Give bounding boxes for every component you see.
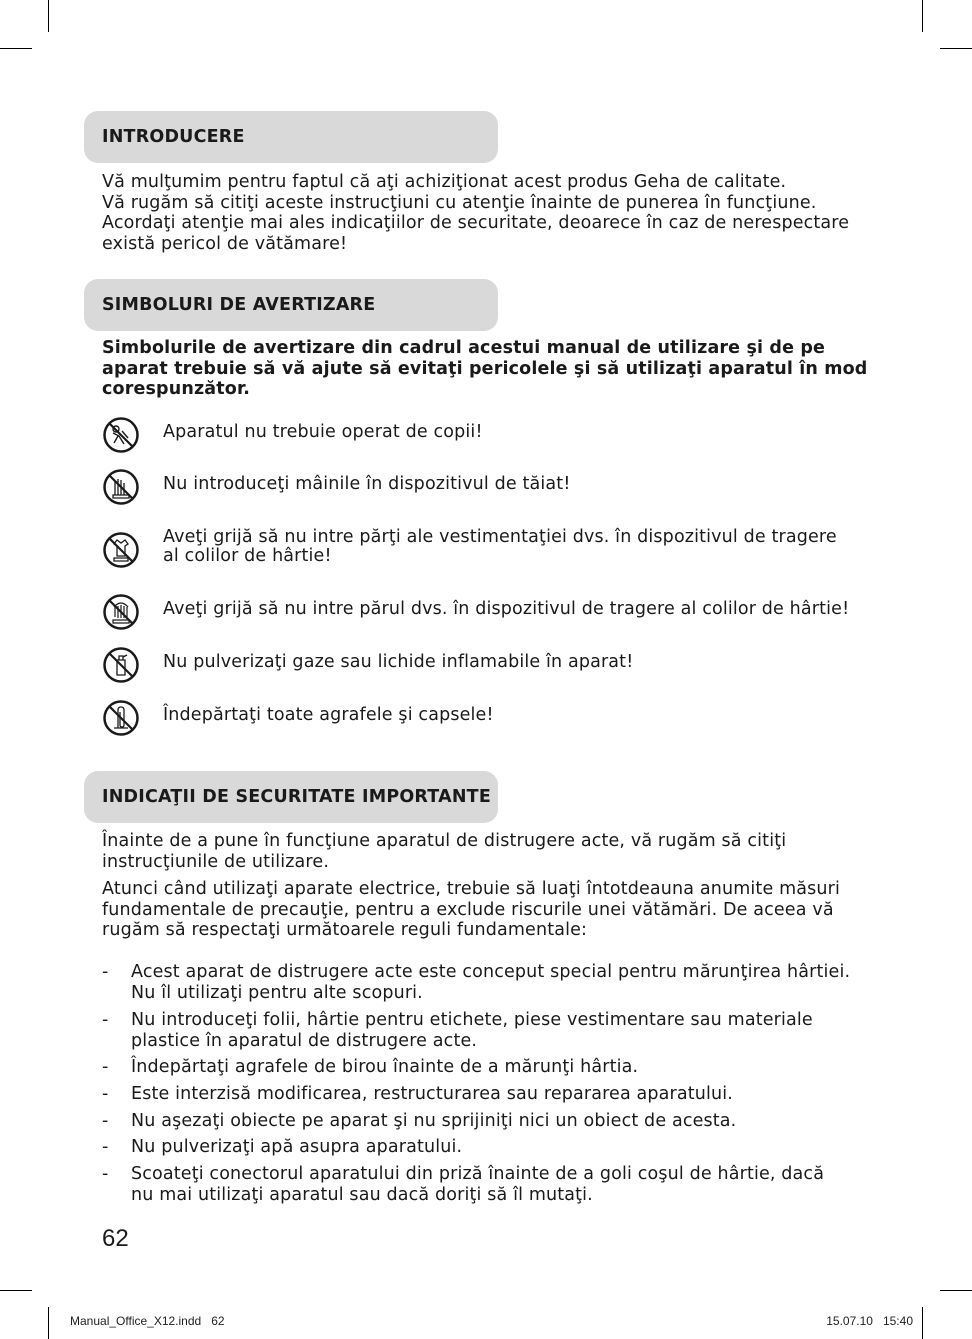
text-line: Acest aparat de distrugere acte este conceput special pentru mărunţirea hârtiei.	[131, 962, 851, 982]
text-line: plastice în aparatul de distrugere acte.	[131, 1030, 478, 1051]
section-title: SIMBOLURI DE AVERTIZARE	[102, 295, 376, 315]
text-line: instrucţiunile de utilizare.	[102, 851, 330, 872]
warning-symbol-row	[102, 468, 872, 508]
crop-mark	[940, 1290, 972, 1291]
text-line: Scoateţi conectorul aparatului din priză înainte de a goli coşul de hârtie, dacă	[131, 1164, 825, 1184]
crop-mark	[922, 1307, 923, 1339]
text-line: al colilor de hârtie!	[163, 546, 332, 566]
text-line: Nu introduceţi folii, hârtie pentru etichete, piese vestimentare sau materiale	[131, 1010, 813, 1030]
text-line: Aparatul nu trebuie operat de copii!	[163, 422, 483, 442]
safety-paragraph-1	[102, 831, 872, 872]
no-clothing-icon	[102, 531, 140, 569]
text-line: Aveţi grijă să nu intre părţi ale vestimentaţiei dvs. în dispozitivul de tragere	[163, 527, 837, 547]
warning-symbol-row	[102, 646, 872, 686]
text-line: Nu aşezaţi obiecte pe aparat şi nu sprijiniţi nici un obiect de acesta.	[131, 1111, 737, 1131]
section-title: INDICAŢII DE SECURITATE IMPORTANTE	[102, 787, 491, 807]
symbol-text	[163, 600, 863, 619]
crop-mark	[0, 48, 32, 49]
safety-paragraph-2	[102, 879, 872, 941]
text-line: Acordaţi atenţie mai ales indicaţiilor de securitate, deoarece în caz de nerespectare	[102, 213, 850, 233]
symbol-text	[163, 706, 863, 725]
warnings-intro	[102, 338, 872, 400]
symbol-text	[163, 423, 863, 442]
crop-mark	[0, 1290, 32, 1291]
crop-mark	[48, 0, 49, 32]
bullet-marker: -	[102, 1137, 109, 1157]
text-line: corespunzător.	[102, 379, 251, 399]
no-hair-icon	[102, 593, 140, 631]
text-line: există pericol de vătămare!	[102, 233, 348, 254]
intro-paragraph	[102, 172, 872, 254]
text-line: Este interzisă modificarea, restructurarea sau repararea aparatului.	[131, 1084, 734, 1104]
no-hands-icon	[102, 468, 140, 506]
text-line: Vă mulţumim pentru faptul că aţi achiziţionat acest produs Geha de calitate.	[102, 172, 787, 192]
text-line: fundamentale de precauţie, pentru a exclude riscurile unei vătămări. De aceea vă	[102, 899, 834, 920]
symbol-text	[163, 528, 863, 566]
warning-symbol-row	[102, 527, 872, 571]
text-line: Înainte de a pune în funcţiune aparatul de distrugere acte, vă rugăm să citiţi	[102, 831, 787, 851]
timestamp-slug: 15.07.10 15:40	[826, 1314, 913, 1328]
crop-mark	[940, 48, 972, 49]
no-children-icon	[102, 416, 140, 454]
text-line: Nu introduceţi mâinile în dispozitivul de tăiat!	[163, 474, 571, 494]
no-spray-icon	[102, 646, 140, 684]
crop-mark	[922, 0, 923, 32]
bullet-marker: -	[102, 1057, 109, 1077]
file-name-slug: Manual_Office_X12.indd 62	[70, 1314, 225, 1328]
text-line: Simbolurile de avertizare din cadrul acestui manual de utilizare şi de pe	[102, 338, 826, 358]
section-header-safety	[84, 771, 498, 823]
bullet-marker: -	[102, 1084, 109, 1104]
text-line: Îndepărtaţi toate agrafele şi capsele!	[163, 705, 494, 725]
text-line: nu mai utilizaţi aparatul sau dacă doriţi să îl mutaţi.	[131, 1184, 593, 1205]
warning-symbol-row	[102, 699, 872, 739]
symbol-text	[163, 475, 863, 494]
text-line: rugăm să respectaţi următoarele reguli fundamentale:	[102, 920, 588, 940]
section-header-intro	[84, 111, 498, 163]
bullet-marker: -	[102, 962, 109, 982]
section-header-warnings	[84, 279, 498, 331]
text-line: Atunci când utilizaţi aparate electrice, trebuie să luaţi întotdeauna anumite măsuri	[102, 879, 841, 899]
text-line: Vă rugăm să citiţi aceste instrucţiuni cu atenţie înainte de punerea în funcţiune.	[102, 192, 817, 213]
bullet-marker: -	[102, 1010, 109, 1030]
warning-symbol-row	[102, 416, 872, 456]
text-line: Nu îl utilizaţi pentru alte scopuri.	[131, 982, 423, 1003]
warning-symbol-row	[102, 593, 872, 633]
no-staples-icon	[102, 699, 140, 737]
crop-mark	[48, 1307, 49, 1339]
bullet-marker: -	[102, 1164, 109, 1184]
page-number: 62	[102, 1225, 129, 1252]
bullet-marker: -	[102, 1111, 109, 1131]
text-line: Îndepărtaţi agrafele de birou înainte de a mărunţi hârtia.	[131, 1057, 639, 1077]
text-line: Nu pulverizaţi apă asupra aparatului.	[131, 1137, 463, 1157]
text-line: aparat trebuie să vă ajute să evitaţi pericolele şi să utilizaţi aparatul în mod	[102, 358, 868, 379]
text-line: Nu pulverizaţi gaze sau lichide inflamabile în aparat!	[163, 652, 634, 672]
section-title: INTRODUCERE	[102, 127, 245, 147]
text-line: Aveţi grijă să nu intre părul dvs. în dispozitivul de tragere al colilor de hârtie!	[163, 599, 850, 619]
symbol-text	[163, 653, 863, 672]
